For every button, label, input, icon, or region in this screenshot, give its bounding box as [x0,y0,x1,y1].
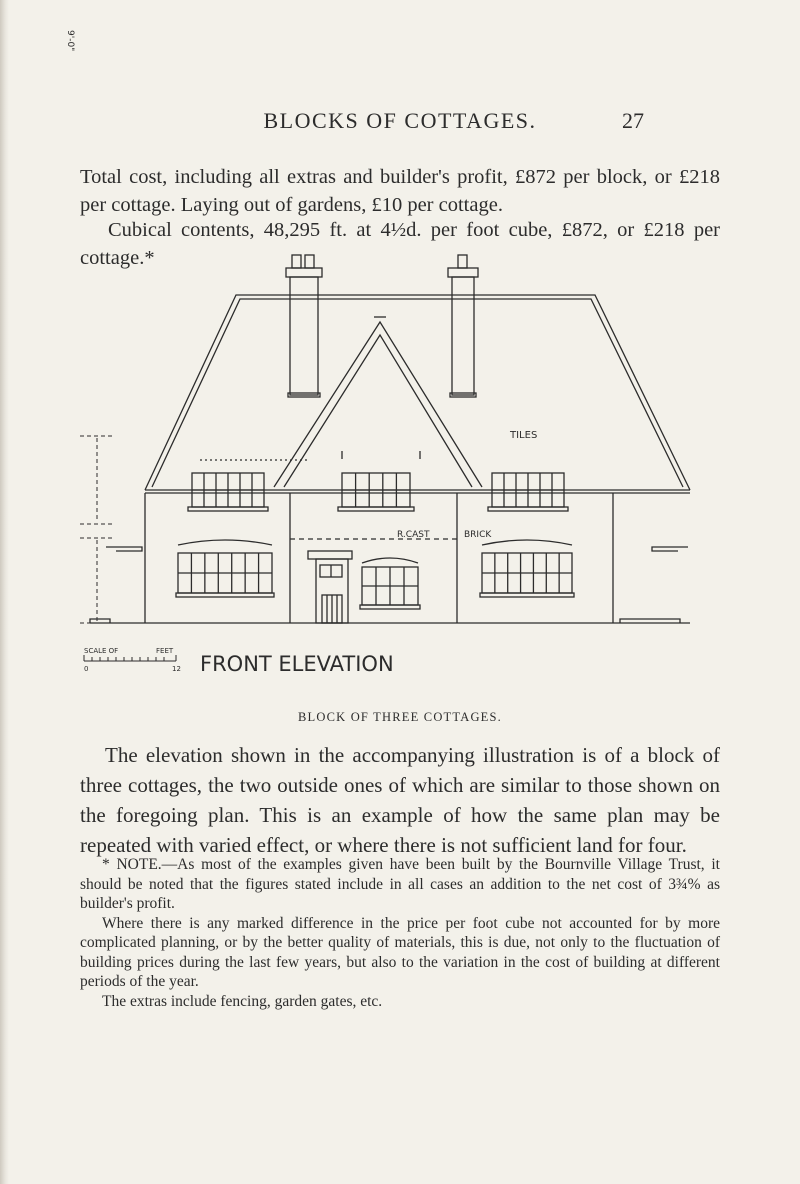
label-rcast: R.CAST [397,530,430,540]
height-dimensions [80,436,114,623]
chimney-right [448,255,478,397]
side-hoods [106,547,688,551]
footnote-price-variation: Where there is any marked difference in the price per foot cube not accounted for by more complicated planning, or by the better quality of materials, this is due, not only to the fluctuation of building prices during the last few years, but also to the variation in the cost of building at different periods of the year. [80,914,720,990]
lower-window-right [480,540,574,597]
page-number: 27 [622,108,644,133]
front-door-porch [308,551,352,623]
scale-twelve: 12 [172,665,181,673]
scale-zero: 0 [84,665,89,673]
elevation-title: FRONT ELEVATION [200,652,394,676]
scale-unit: FEET [156,647,174,655]
lower-window-left [176,540,274,597]
main-roof [145,295,690,493]
central-gable [274,317,482,487]
dimension-upper: 9'-0" [65,30,75,52]
footnote-builder-profit: * NOTE.—As most of the examples given have been built by the Bournville Village Trust, it should be noted that the figures stated include in all cases an addition to the net cost of 3¾% as builder's profit. [80,856,720,912]
page-header [0,108,800,138]
scale-label: SCALE OF [84,647,119,655]
label-tiles: TILES [510,430,538,441]
cubical-contents-paragraph: Cubical contents, 48,295 ft. at 4½d. per foot cube, £872, or £218 per cottage.* [80,219,720,269]
label-brick: BRICK [464,530,492,540]
page-gutter-shadow [0,0,9,1184]
chimney-left [286,255,322,397]
elevation-paragraph: The elevation shown in the accompanying illustration is of a block of three cottages, the two outside ones of which are similar to those shown on the foregoing plan. This is an example of how the same plan may be repeated with varied effect, or where there is not sufficient land for four. [80,743,720,857]
running-title: BLOCKS OF COTTAGES. [263,108,537,133]
figure-caption: BLOCK OF THREE COTTAGES. [298,710,502,724]
footnote-extras: The extras include fencing, garden gates, etc. [102,992,383,1010]
upper-window-center [338,473,414,511]
cost-paragraph: Total cost, including all extras and builder's profit, £872 per block, or £218 per cottage. Laying out of gardens, £10 per cottage. [80,166,720,216]
scale-bar [84,655,176,661]
footnotes [80,855,720,1011]
